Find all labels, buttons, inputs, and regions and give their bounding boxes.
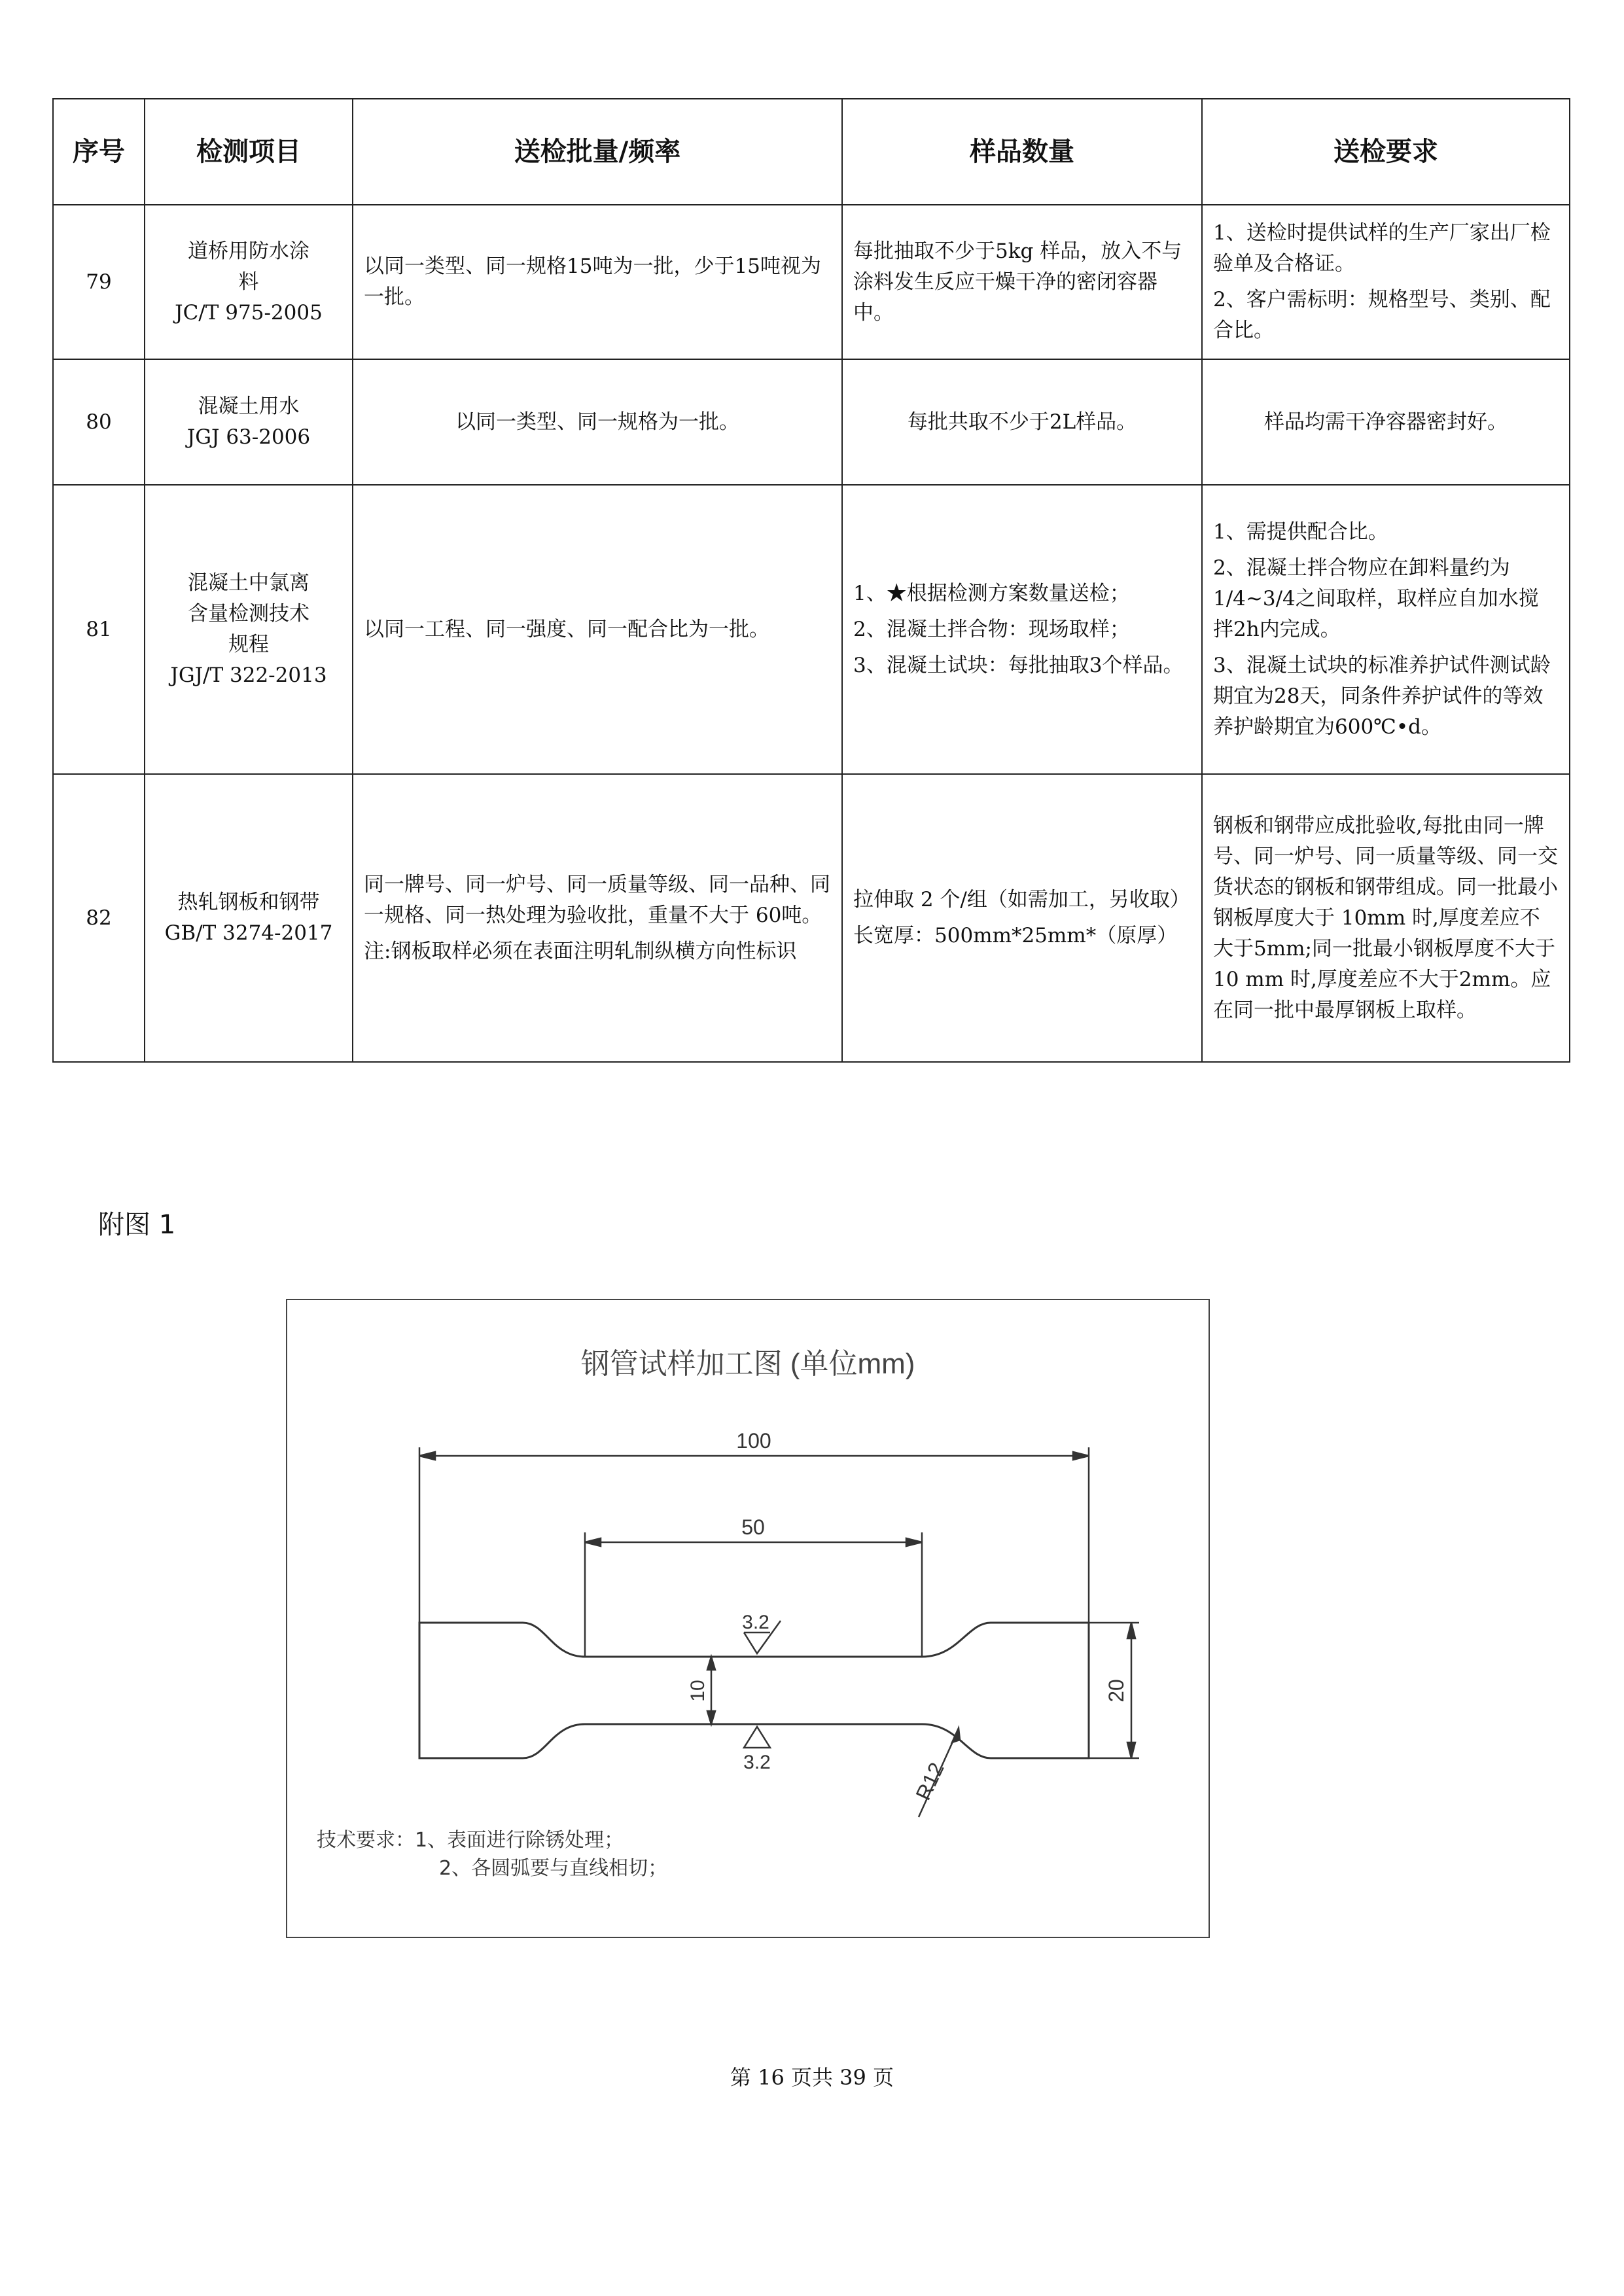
tech-requirement-1: 技术要求：1、表面进行除锈处理； [317, 1829, 624, 1852]
header-requirement: 送检要求 [1202, 99, 1570, 205]
cell-no: 82 [53, 774, 145, 1062]
table-row [53, 485, 1570, 774]
cell-batch [353, 774, 842, 1062]
item-line: 混凝土中氯离 [188, 571, 309, 595]
requirement-text: 钢板和钢带应成批验收,每批由同一牌号、同一炉号、同一质量等级、同一交货状态的钢板和钢带组成。同一批最小钢板厚度大于 10mm 时,厚度差应不大于5mm;同一批最小钢板厚度不大于 10 mm 时,厚度差应不大于2mm。应在同一批中最厚钢板上取样。 [1213, 813, 1558, 1022]
roughness-top-label: 3.2 [742, 1612, 769, 1633]
table-row [53, 774, 1570, 1062]
cell-requirement [1202, 774, 1570, 1062]
cell-requirement [1202, 485, 1570, 774]
cell-no: 79 [53, 205, 145, 359]
header-item: 检测项目 [145, 99, 353, 205]
cell-item [145, 774, 353, 1062]
requirement-text: 样品均需干净容器密封好。 [1264, 410, 1508, 434]
sample-text: 3、混凝土试块：每批抽取3个样品。 [853, 653, 1184, 677]
table-row [53, 205, 1570, 359]
sample-text: 每批抽取不少于5kg 样品，放入不与涂料发生反应干燥干净的密闭容器中。 [853, 239, 1182, 325]
item-line: 料 [238, 270, 259, 294]
sample-text: 长宽厚：500mm*25mm*（原厚） [853, 924, 1178, 947]
sample-text: 每批共取不少于2L样品。 [907, 410, 1137, 434]
roughness-bottom-symbol [744, 1727, 770, 1748]
item-line: JGJ/T 322-2013 [170, 663, 327, 687]
item-line: 含量检测技术 [188, 602, 309, 626]
requirement-text: 2、客户需标明：规格型号、类别、配合比。 [1213, 288, 1551, 342]
item-line: 热轧钢板和钢带 [177, 891, 320, 914]
batch-text: 以同一类型、同一规格15吨为一批，少于15吨视为一批。 [364, 255, 821, 309]
cell-batch [353, 205, 842, 359]
cell-sample [842, 205, 1202, 359]
cell-requirement [1202, 359, 1570, 485]
cell-batch [353, 485, 842, 774]
dim-gauge-label: 50 [741, 1515, 765, 1539]
cell-batch [353, 359, 842, 485]
header-sample: 样品数量 [842, 99, 1202, 205]
batch-text: 同一牌号、同一炉号、同一质量等级、同一品种、同一规格、同一热处理为验收批，重量不大于 60吨。 [364, 872, 830, 927]
header-no: 序号 [53, 99, 145, 205]
tech-requirement-2: 2、各圆弧要与直线相切； [439, 1857, 668, 1880]
page-footer: 第 16 页共 39 页 [730, 2065, 894, 2090]
item-line: GB/T 3274-2017 [164, 921, 333, 945]
dim-total-label: 100 [736, 1429, 771, 1453]
cell-item [145, 205, 353, 359]
sample-text: 2、混凝土拌合物：现场取样； [853, 617, 1130, 641]
table-row [53, 359, 1570, 485]
dim-neck-label: 10 [687, 1680, 709, 1702]
cell-sample [842, 485, 1202, 774]
batch-text: 注:钢板取样必须在表面注明轧制纵横方向性标识 [364, 939, 797, 963]
spec-table [52, 98, 1570, 1063]
roughness-bottom-label: 3.2 [743, 1752, 771, 1773]
dim-gauge [585, 1532, 922, 1657]
cell-item [145, 485, 353, 774]
batch-text: 以同一类型、同一规格为一批。 [455, 410, 739, 434]
sample-text: 拉伸取 2 个/组（如需加工，另收取） [853, 888, 1190, 911]
item-line: 混凝土用水 [198, 395, 300, 418]
specimen-outline [419, 1623, 1089, 1758]
item-line: 道桥用防水涂 [188, 239, 309, 263]
cell-no: 80 [53, 359, 145, 485]
drawing-canvas [287, 1300, 1209, 1937]
header-batch: 送检批量/频率 [353, 99, 842, 205]
cell-sample [842, 774, 1202, 1062]
cell-item [145, 359, 353, 485]
item-line: JC/T 975-2005 [175, 300, 323, 325]
drawing-title: 钢管试样加工图 (单位mm) [580, 1348, 915, 1380]
specimen-drawing [286, 1299, 1210, 1938]
sample-text: 1、★根据检测方案数量送检； [853, 581, 1130, 605]
figure-label: 附图 1 [98, 1210, 176, 1240]
table-header-row [53, 99, 1570, 205]
requirement-text: 1、需提供配合比。 [1213, 520, 1388, 544]
requirement-text: 2、混凝土拌合物应在卸料量约为1/4~3/4之间取样，取样应自加水搅拌2h内完成。 [1213, 556, 1539, 641]
cell-requirement [1202, 205, 1570, 359]
radius-label: R12 [911, 1759, 949, 1804]
requirement-text: 3、混凝土试块的标准养护试件测试龄期宜为28天，同条件养护试件的等效养护龄期宜为600℃•d。 [1213, 653, 1551, 739]
batch-text: 以同一工程、同一强度、同一配合比为一批。 [364, 617, 769, 641]
cell-no: 81 [53, 485, 145, 774]
item-line: JGJ 63-2006 [186, 425, 311, 449]
item-line: 规程 [228, 633, 269, 656]
cell-sample [842, 359, 1202, 485]
dim-height-label: 20 [1104, 1679, 1128, 1703]
requirement-text: 1、送检时提供试样的生产厂家出厂检验单及合格证。 [1213, 221, 1551, 275]
